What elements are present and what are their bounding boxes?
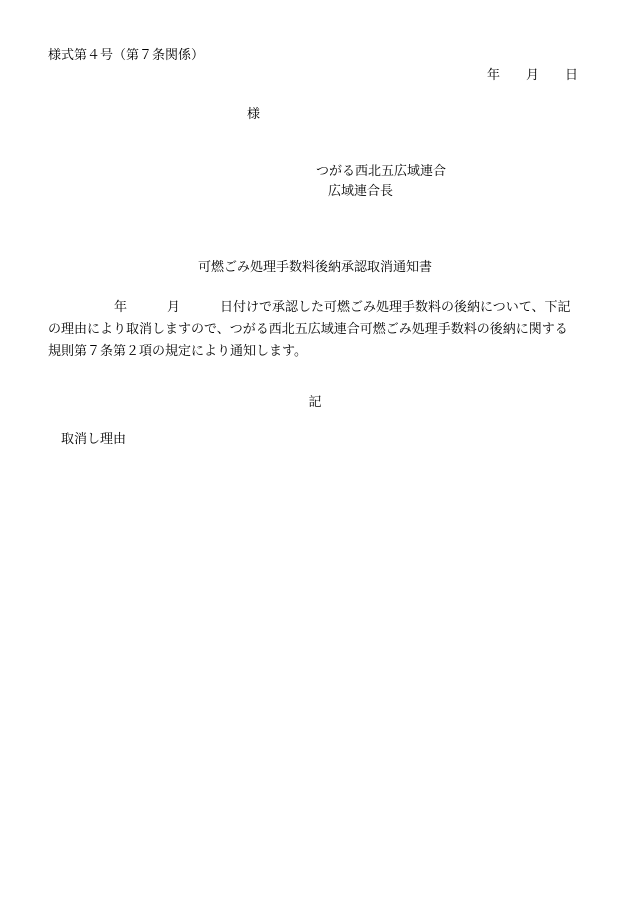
document-title: 可燃ごみ処理手数料後納承認取消通知書 (197, 260, 432, 275)
body-month-label: 月 (167, 300, 181, 315)
sender-organization: つがる西北五広域連合 (316, 164, 447, 179)
cancellation-reason-label: 取消し理由 (61, 432, 127, 447)
body-line-2: の理由により取消しますので、つがる西北五広域連合可燃ごみ処理手数料の後納に関する (48, 322, 568, 337)
form-number: 様式第４号（第７条関係） (48, 48, 205, 63)
date-day-label: 日 (564, 68, 578, 83)
body-line-1-text: 日付けで承認した可燃ごみ処理手数料の後納について、下記 (220, 300, 571, 315)
body-year-label: 年 (114, 300, 128, 315)
body-line-1 (48, 297, 583, 319)
ki-heading: 記 (308, 395, 322, 410)
body-line-3: 規則第７条第２項の規定により通知します。 (48, 344, 307, 359)
issue-date (487, 69, 578, 82)
date-month-label: 月 (525, 68, 539, 83)
sender-title: 広域連合長 (328, 184, 394, 199)
date-year-label: 年 (486, 68, 500, 83)
body-paragraph (48, 297, 583, 363)
recipient-honorific: 様 (247, 107, 261, 122)
